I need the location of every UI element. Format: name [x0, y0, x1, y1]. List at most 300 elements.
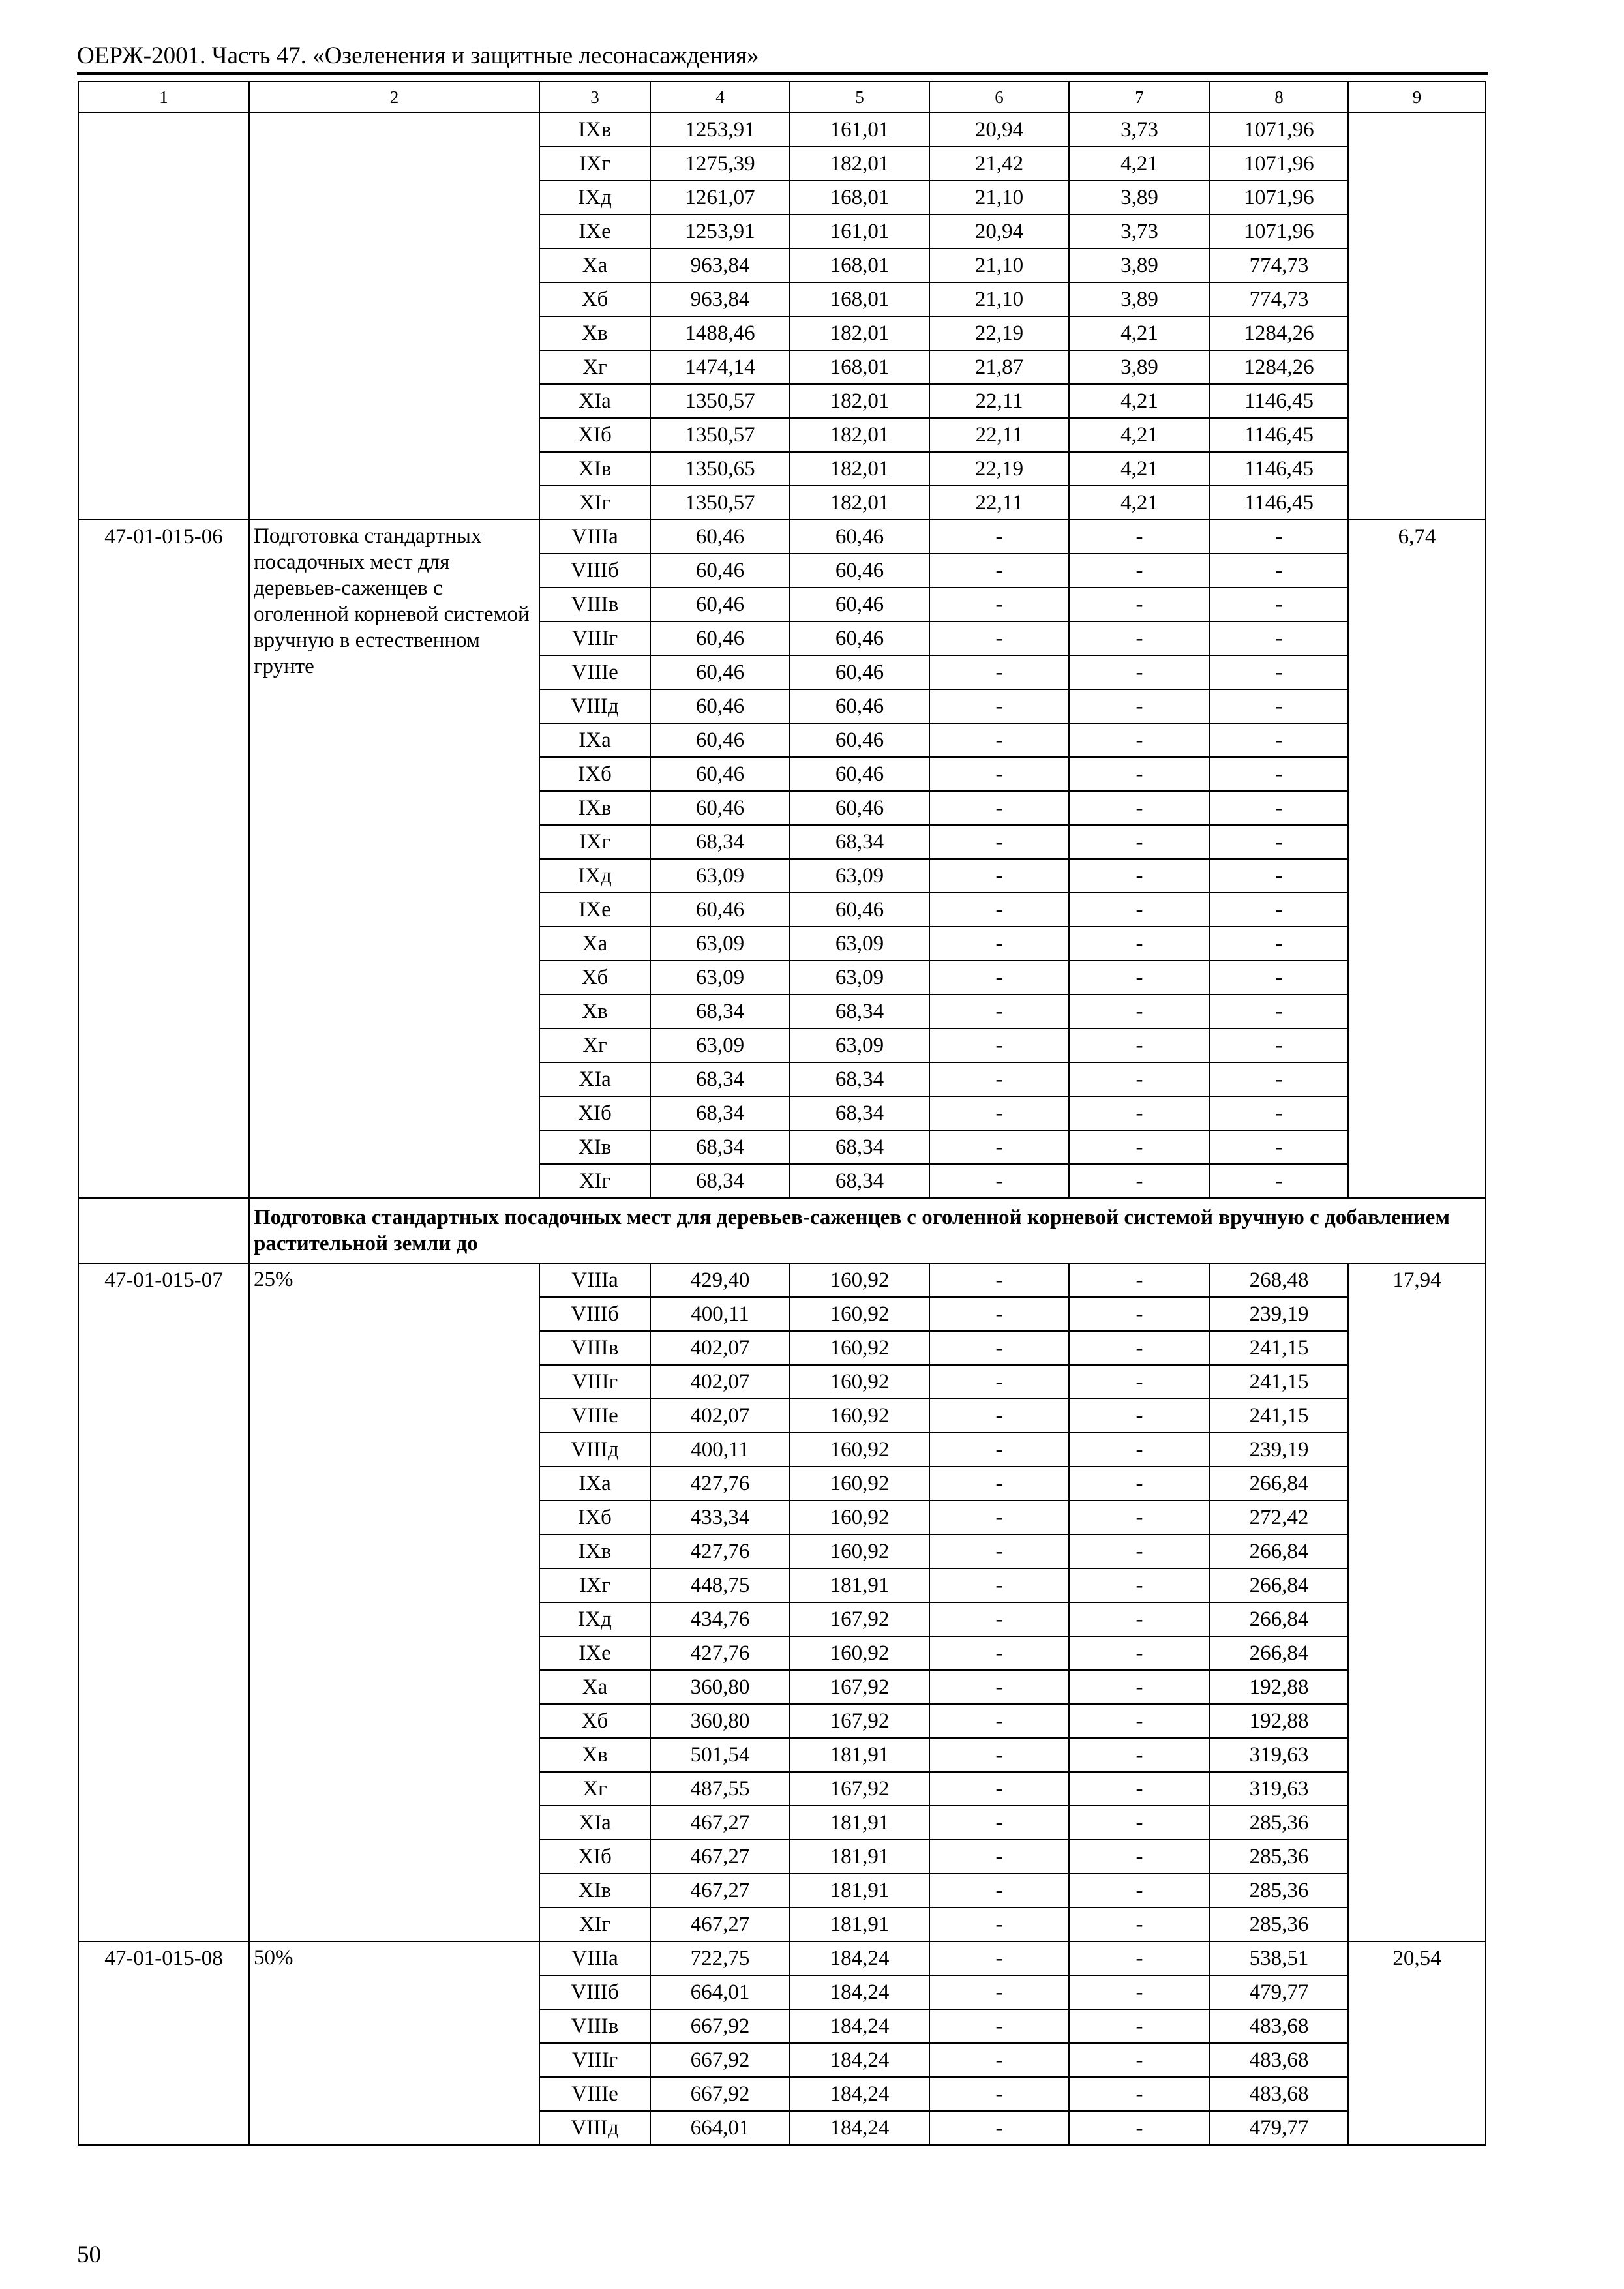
machine-operation-cell: -: [929, 1772, 1069, 1806]
machine-operation-cell: -: [929, 1840, 1069, 1874]
materials-cell: 268,48: [1210, 1263, 1348, 1297]
zone-cell: Xг: [539, 350, 650, 384]
direct-costs-cell: 1350,57: [650, 384, 790, 418]
zone-cell: VIIIд: [539, 689, 650, 723]
labor-wages-cell: 167,92: [790, 1772, 929, 1806]
materials-cell: 774,73: [1210, 282, 1348, 316]
machine-operation-cell: -: [929, 520, 1069, 554]
zone-cell: Xв: [539, 1738, 650, 1772]
table-row: [78, 1941, 1486, 1975]
zone-cell: IXв: [539, 113, 650, 147]
materials-cell: 319,63: [1210, 1738, 1348, 1772]
machinist-wages-cell: -: [1069, 961, 1210, 995]
materials-cell: 192,88: [1210, 1704, 1348, 1738]
labor-wages-cell: 160,92: [790, 1433, 929, 1467]
labor-norm: 6,74: [1348, 520, 1486, 1198]
materials-cell: -: [1210, 961, 1348, 995]
direct-costs-cell: 60,46: [650, 893, 790, 927]
materials-cell: 479,77: [1210, 2111, 1348, 2145]
materials-cell: 1146,45: [1210, 486, 1348, 520]
zone-cell: Xб: [539, 961, 650, 995]
machinist-wages-cell: -: [1069, 825, 1210, 859]
labor-wages-cell: 167,92: [790, 1602, 929, 1636]
zone-cell: IXa: [539, 1467, 650, 1501]
materials-cell: 1146,45: [1210, 452, 1348, 486]
section-title: Подготовка стандартных посадочных мест для деревьев-саженцев с оголенной корневой системой вручную с добавлением растительной земли до: [249, 1198, 1486, 1263]
machinist-wages-cell: -: [1069, 1096, 1210, 1130]
materials-cell: 1284,26: [1210, 316, 1348, 350]
labor-wages-cell: 68,34: [790, 1096, 929, 1130]
column-number: 1: [78, 82, 249, 113]
materials-cell: 266,84: [1210, 1568, 1348, 1602]
direct-costs-cell: 429,40: [650, 1263, 790, 1297]
machinist-wages-cell: 3,89: [1069, 282, 1210, 316]
zone-cell: VIIIa: [539, 1941, 650, 1975]
labor-wages-cell: 60,46: [790, 893, 929, 927]
zone-cell: VIIIе: [539, 1399, 650, 1433]
machine-operation-cell: -: [929, 995, 1069, 1028]
table-row: [78, 520, 1486, 554]
zone-cell: XIб: [539, 418, 650, 452]
materials-cell: 266,84: [1210, 1467, 1348, 1501]
column-number-row: [78, 82, 1486, 113]
header-rule-thick: [77, 72, 1488, 75]
zone-cell: VIIIв: [539, 588, 650, 621]
labor-wages-cell: 160,92: [790, 1331, 929, 1365]
direct-costs-cell: 60,46: [650, 588, 790, 621]
labor-wages-cell: 168,01: [790, 282, 929, 316]
labor-wages-cell: 60,46: [790, 621, 929, 655]
direct-costs-cell: 434,76: [650, 1602, 790, 1636]
zone-cell: IXд: [539, 859, 650, 893]
machinist-wages-cell: -: [1069, 2077, 1210, 2111]
direct-costs-cell: 467,27: [650, 1874, 790, 1908]
labor-norm: 17,94: [1348, 1263, 1486, 1941]
machinist-wages-cell: -: [1069, 1501, 1210, 1534]
labor-wages-cell: 160,92: [790, 1365, 929, 1399]
labor-wages-cell: 184,24: [790, 2111, 929, 2145]
zone-cell: VIIIб: [539, 554, 650, 588]
machinist-wages-cell: 3,89: [1069, 248, 1210, 282]
zone-cell: XIг: [539, 1164, 650, 1198]
column-number: 8: [1210, 82, 1348, 113]
zone-cell: IXе: [539, 1636, 650, 1670]
direct-costs-cell: 60,46: [650, 520, 790, 554]
labor-wages-cell: 160,92: [790, 1263, 929, 1297]
direct-costs-cell: 1261,07: [650, 181, 790, 215]
labor-wages-cell: 68,34: [790, 995, 929, 1028]
machine-operation-cell: -: [929, 859, 1069, 893]
zone-cell: VIIIе: [539, 655, 650, 689]
labor-wages-cell: 167,92: [790, 1704, 929, 1738]
zone-cell: XIб: [539, 1840, 650, 1874]
labor-wages-cell: 168,01: [790, 248, 929, 282]
machinist-wages-cell: 4,21: [1069, 418, 1210, 452]
machinist-wages-cell: -: [1069, 927, 1210, 961]
materials-cell: 1071,96: [1210, 215, 1348, 248]
page-number: 50: [77, 2241, 101, 2268]
materials-cell: 285,36: [1210, 1840, 1348, 1874]
labor-wages-cell: 60,46: [790, 554, 929, 588]
direct-costs-cell: 68,34: [650, 1062, 790, 1096]
column-number: 5: [790, 82, 929, 113]
column-number: 4: [650, 82, 790, 113]
zone-cell: IXе: [539, 893, 650, 927]
zone-cell: XIб: [539, 1096, 650, 1130]
machine-operation-cell: -: [929, 757, 1069, 791]
zone-cell: VIIIв: [539, 2009, 650, 2043]
labor-wages-cell: 181,91: [790, 1806, 929, 1840]
direct-costs-cell: 63,09: [650, 859, 790, 893]
materials-cell: -: [1210, 995, 1348, 1028]
machinist-wages-cell: -: [1069, 2009, 1210, 2043]
materials-cell: 1284,26: [1210, 350, 1348, 384]
column-number: 7: [1069, 82, 1210, 113]
direct-costs-cell: 1350,65: [650, 452, 790, 486]
machine-operation-cell: 21,10: [929, 248, 1069, 282]
labor-wages-cell: 160,92: [790, 1534, 929, 1568]
labor-wages-cell: 160,92: [790, 1399, 929, 1433]
labor-wages-cell: 60,46: [790, 655, 929, 689]
labor-wages-cell: 68,34: [790, 1130, 929, 1164]
machine-operation-cell: -: [929, 893, 1069, 927]
machinist-wages-cell: -: [1069, 1636, 1210, 1670]
labor-norm: 20,54: [1348, 1941, 1486, 2145]
direct-costs-cell: 427,76: [650, 1467, 790, 1501]
zone-cell: IXе: [539, 215, 650, 248]
machine-operation-cell: -: [929, 723, 1069, 757]
machine-operation-cell: 22,11: [929, 418, 1069, 452]
direct-costs-cell: 467,27: [650, 1840, 790, 1874]
machinist-wages-cell: -: [1069, 1365, 1210, 1399]
labor-wages-cell: 161,01: [790, 113, 929, 147]
direct-costs-cell: 68,34: [650, 1164, 790, 1198]
machinist-wages-cell: 3,73: [1069, 215, 1210, 248]
machine-operation-cell: -: [929, 1568, 1069, 1602]
zone-cell: VIIIa: [539, 520, 650, 554]
labor-wages-cell: 181,91: [790, 1908, 929, 1941]
materials-cell: 483,68: [1210, 2009, 1348, 2043]
machine-operation-cell: -: [929, 1670, 1069, 1704]
machine-operation-cell: -: [929, 1636, 1069, 1670]
machine-operation-cell: 22,19: [929, 316, 1069, 350]
direct-costs-cell: 448,75: [650, 1568, 790, 1602]
materials-cell: 239,19: [1210, 1433, 1348, 1467]
labor-wages-cell: 182,01: [790, 316, 929, 350]
zone-cell: XIг: [539, 486, 650, 520]
zone-cell: XIв: [539, 452, 650, 486]
direct-costs-cell: 667,92: [650, 2043, 790, 2077]
machine-operation-cell: -: [929, 655, 1069, 689]
labor-wages-cell: 168,01: [790, 181, 929, 215]
materials-cell: -: [1210, 791, 1348, 825]
machinist-wages-cell: 4,21: [1069, 316, 1210, 350]
zone-cell: VIIIе: [539, 2077, 650, 2111]
materials-cell: -: [1210, 757, 1348, 791]
zone-cell: Xв: [539, 995, 650, 1028]
machine-operation-cell: -: [929, 1331, 1069, 1365]
labor-wages-cell: 181,91: [790, 1840, 929, 1874]
section-title-row: [78, 1198, 1486, 1263]
direct-costs-cell: 60,46: [650, 621, 790, 655]
zone-cell: VIIIб: [539, 1297, 650, 1331]
labor-wages-cell: 60,46: [790, 791, 929, 825]
zone-cell: IXг: [539, 825, 650, 859]
machinist-wages-cell: -: [1069, 554, 1210, 588]
direct-costs-cell: 467,27: [650, 1908, 790, 1941]
direct-costs-cell: 60,46: [650, 791, 790, 825]
machine-operation-cell: 20,94: [929, 113, 1069, 147]
machinist-wages-cell: -: [1069, 1130, 1210, 1164]
labor-norm: [1348, 113, 1486, 520]
direct-costs-cell: 402,07: [650, 1331, 790, 1365]
labor-wages-cell: 63,09: [790, 1028, 929, 1062]
rates-table: [78, 81, 1486, 2146]
machine-operation-cell: -: [929, 689, 1069, 723]
materials-cell: -: [1210, 655, 1348, 689]
direct-costs-cell: 427,76: [650, 1534, 790, 1568]
column-number: 3: [539, 82, 650, 113]
machinist-wages-cell: -: [1069, 1975, 1210, 2009]
machine-operation-cell: 22,11: [929, 486, 1069, 520]
direct-costs-cell: 722,75: [650, 1941, 790, 1975]
labor-wages-cell: 60,46: [790, 588, 929, 621]
machine-operation-cell: 22,19: [929, 452, 1069, 486]
materials-cell: 319,63: [1210, 1772, 1348, 1806]
work-description: 50%: [249, 1941, 539, 2145]
zone-cell: Xб: [539, 1704, 650, 1738]
machine-operation-cell: -: [929, 2111, 1069, 2145]
materials-cell: 266,84: [1210, 1636, 1348, 1670]
machinist-wages-cell: -: [1069, 859, 1210, 893]
labor-wages-cell: 182,01: [790, 452, 929, 486]
machine-operation-cell: -: [929, 1975, 1069, 2009]
materials-cell: -: [1210, 689, 1348, 723]
zone-cell: IXв: [539, 791, 650, 825]
work-description: 25%: [249, 1263, 539, 1941]
materials-cell: 1071,96: [1210, 181, 1348, 215]
machinist-wages-cell: -: [1069, 1908, 1210, 1941]
rate-code: [78, 113, 249, 520]
machinist-wages-cell: -: [1069, 1704, 1210, 1738]
materials-cell: -: [1210, 825, 1348, 859]
machinist-wages-cell: -: [1069, 1164, 1210, 1198]
direct-costs-cell: 402,07: [650, 1365, 790, 1399]
direct-costs-cell: 400,11: [650, 1433, 790, 1467]
zone-cell: VIIIг: [539, 2043, 650, 2077]
materials-cell: 192,88: [1210, 1670, 1348, 1704]
machine-operation-cell: -: [929, 1806, 1069, 1840]
materials-cell: -: [1210, 1028, 1348, 1062]
machine-operation-cell: -: [929, 1467, 1069, 1501]
machine-operation-cell: -: [929, 1164, 1069, 1198]
materials-cell: -: [1210, 927, 1348, 961]
machinist-wages-cell: -: [1069, 1568, 1210, 1602]
machinist-wages-cell: 3,89: [1069, 350, 1210, 384]
machine-operation-cell: -: [929, 1874, 1069, 1908]
labor-wages-cell: 168,01: [790, 350, 929, 384]
machinist-wages-cell: -: [1069, 1297, 1210, 1331]
machinist-wages-cell: -: [1069, 791, 1210, 825]
machine-operation-cell: -: [929, 961, 1069, 995]
machine-operation-cell: -: [929, 1365, 1069, 1399]
machine-operation-cell: -: [929, 1433, 1069, 1467]
direct-costs-cell: 400,11: [650, 1297, 790, 1331]
work-description: [249, 113, 539, 520]
machinist-wages-cell: -: [1069, 1331, 1210, 1365]
machine-operation-cell: -: [929, 1738, 1069, 1772]
zone-cell: IXб: [539, 1501, 650, 1534]
direct-costs-cell: 467,27: [650, 1806, 790, 1840]
machinist-wages-cell: -: [1069, 1670, 1210, 1704]
materials-cell: 483,68: [1210, 2043, 1348, 2077]
machine-operation-cell: 21,87: [929, 350, 1069, 384]
machinist-wages-cell: -: [1069, 1840, 1210, 1874]
machine-operation-cell: -: [929, 621, 1069, 655]
direct-costs-cell: 1488,46: [650, 316, 790, 350]
column-number: 9: [1348, 82, 1486, 113]
machinist-wages-cell: 4,21: [1069, 384, 1210, 418]
zone-cell: IXд: [539, 181, 650, 215]
machinist-wages-cell: -: [1069, 655, 1210, 689]
direct-costs-cell: 501,54: [650, 1738, 790, 1772]
machine-operation-cell: -: [929, 1602, 1069, 1636]
page-header: ОЕРЖ-2001. Часть 47. «Озеленения и защитные лесонасаждения»: [77, 42, 759, 69]
zone-cell: XIa: [539, 384, 650, 418]
machinist-wages-cell: 4,21: [1069, 486, 1210, 520]
materials-cell: 774,73: [1210, 248, 1348, 282]
direct-costs-cell: 1350,57: [650, 418, 790, 452]
materials-cell: 1146,45: [1210, 384, 1348, 418]
labor-wages-cell: 60,46: [790, 723, 929, 757]
zone-cell: Xa: [539, 927, 650, 961]
direct-costs-cell: 60,46: [650, 554, 790, 588]
zone-cell: IXд: [539, 1602, 650, 1636]
direct-costs-cell: 60,46: [650, 689, 790, 723]
zone-cell: VIIIд: [539, 1433, 650, 1467]
column-number: 6: [929, 82, 1069, 113]
direct-costs-cell: 667,92: [650, 2009, 790, 2043]
machine-operation-cell: -: [929, 1096, 1069, 1130]
labor-wages-cell: 60,46: [790, 520, 929, 554]
machinist-wages-cell: -: [1069, 1602, 1210, 1636]
zone-cell: IXa: [539, 723, 650, 757]
materials-cell: 239,19: [1210, 1297, 1348, 1331]
materials-cell: 483,68: [1210, 2077, 1348, 2111]
materials-cell: 272,42: [1210, 1501, 1348, 1534]
machinist-wages-cell: 4,21: [1069, 452, 1210, 486]
labor-wages-cell: 184,24: [790, 1941, 929, 1975]
direct-costs-cell: 487,55: [650, 1772, 790, 1806]
materials-cell: 241,15: [1210, 1331, 1348, 1365]
machinist-wages-cell: -: [1069, 995, 1210, 1028]
zone-cell: Xг: [539, 1772, 650, 1806]
machine-operation-cell: -: [929, 927, 1069, 961]
labor-wages-cell: 68,34: [790, 1164, 929, 1198]
table-row: [78, 113, 1486, 147]
materials-cell: -: [1210, 893, 1348, 927]
machinist-wages-cell: -: [1069, 2043, 1210, 2077]
zone-cell: XIв: [539, 1130, 650, 1164]
labor-wages-cell: 184,24: [790, 2077, 929, 2111]
machine-operation-cell: -: [929, 1501, 1069, 1534]
labor-wages-cell: 184,24: [790, 2043, 929, 2077]
materials-cell: -: [1210, 723, 1348, 757]
direct-costs-cell: 1275,39: [650, 147, 790, 181]
materials-cell: -: [1210, 520, 1348, 554]
direct-costs-cell: 1350,57: [650, 486, 790, 520]
zone-cell: Xг: [539, 1028, 650, 1062]
machine-operation-cell: 20,94: [929, 215, 1069, 248]
zone-cell: VIIIг: [539, 621, 650, 655]
machine-operation-cell: -: [929, 1941, 1069, 1975]
machinist-wages-cell: -: [1069, 1874, 1210, 1908]
materials-cell: 266,84: [1210, 1602, 1348, 1636]
machine-operation-cell: -: [929, 1263, 1069, 1297]
direct-costs-cell: 60,46: [650, 723, 790, 757]
labor-wages-cell: 160,92: [790, 1467, 929, 1501]
materials-cell: -: [1210, 859, 1348, 893]
labor-wages-cell: 182,01: [790, 384, 929, 418]
direct-costs-cell: 60,46: [650, 655, 790, 689]
table-row: [78, 1263, 1486, 1297]
labor-wages-cell: 68,34: [790, 1062, 929, 1096]
zone-cell: Xб: [539, 282, 650, 316]
machine-operation-cell: 21,10: [929, 181, 1069, 215]
materials-cell: -: [1210, 588, 1348, 621]
labor-wages-cell: 160,92: [790, 1636, 929, 1670]
zone-cell: XIa: [539, 1806, 650, 1840]
labor-wages-cell: 184,24: [790, 2009, 929, 2043]
labor-wages-cell: 161,01: [790, 215, 929, 248]
machinist-wages-cell: -: [1069, 2111, 1210, 2145]
direct-costs-cell: 60,46: [650, 757, 790, 791]
materials-cell: 479,77: [1210, 1975, 1348, 2009]
direct-costs-cell: 433,34: [650, 1501, 790, 1534]
labor-wages-cell: 181,91: [790, 1568, 929, 1602]
materials-cell: -: [1210, 1096, 1348, 1130]
direct-costs-cell: 402,07: [650, 1399, 790, 1433]
machine-operation-cell: -: [929, 2009, 1069, 2043]
machinist-wages-cell: 4,21: [1069, 147, 1210, 181]
rate-code: 47-01-015-07: [78, 1263, 249, 1941]
machine-operation-cell: 22,11: [929, 384, 1069, 418]
materials-cell: 241,15: [1210, 1365, 1348, 1399]
zone-cell: Xв: [539, 316, 650, 350]
direct-costs-cell: 68,34: [650, 1130, 790, 1164]
machinist-wages-cell: -: [1069, 1062, 1210, 1096]
machine-operation-cell: -: [929, 1704, 1069, 1738]
machine-operation-cell: -: [929, 1399, 1069, 1433]
direct-costs-cell: 360,80: [650, 1704, 790, 1738]
direct-costs-cell: 1253,91: [650, 215, 790, 248]
direct-costs-cell: 667,92: [650, 2077, 790, 2111]
column-number: 2: [249, 82, 539, 113]
direct-costs-cell: 664,01: [650, 2111, 790, 2145]
labor-wages-cell: 63,09: [790, 859, 929, 893]
machinist-wages-cell: -: [1069, 1738, 1210, 1772]
machine-operation-cell: -: [929, 791, 1069, 825]
direct-costs-cell: 63,09: [650, 961, 790, 995]
zone-cell: IXг: [539, 1568, 650, 1602]
direct-costs-cell: 63,09: [650, 927, 790, 961]
materials-cell: -: [1210, 554, 1348, 588]
labor-wages-cell: 60,46: [790, 689, 929, 723]
machine-operation-cell: -: [929, 1062, 1069, 1096]
zone-cell: VIIIг: [539, 1365, 650, 1399]
machinist-wages-cell: -: [1069, 520, 1210, 554]
labor-wages-cell: 60,46: [790, 757, 929, 791]
